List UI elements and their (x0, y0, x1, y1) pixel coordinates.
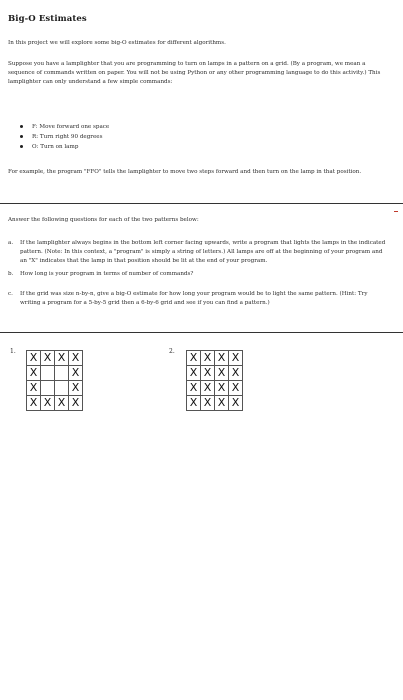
grid-cell: X (69, 396, 83, 411)
grid-cell: X (187, 351, 201, 366)
example-paragraph: For example, the program "FFO" tells the lamplighter to move two steps forward and then turn on the lamp in that position. (8, 169, 362, 175)
grid-row (27, 396, 83, 411)
pattern-2-label: 2. (169, 348, 175, 355)
grid-cell: X (41, 396, 55, 411)
grid-cell: X (27, 351, 41, 366)
grid-cell: X (201, 381, 215, 396)
intro-paragraph: In this project we will explore some big-O estimates for different algorithms. (8, 40, 226, 46)
question-label: a. (8, 240, 14, 246)
grid-cell: X (69, 381, 83, 396)
grid-row (27, 381, 83, 396)
grid-cell (55, 381, 69, 396)
grid-cell: X (215, 396, 229, 411)
grid-cell: X (229, 351, 243, 366)
cursor-mark (394, 211, 398, 212)
grid-cell: X (229, 396, 243, 411)
question-text: How long is your program in terms of number of commands? (20, 271, 194, 277)
command-item: F: Move forward one space (20, 122, 109, 132)
grid-row (27, 351, 83, 366)
answer-instructions: Answer the following questions for each of the two patterns below: (8, 217, 199, 223)
grid-row (187, 381, 243, 396)
grid-cell (41, 366, 55, 381)
grid-row (187, 351, 243, 366)
grid-cell: X (187, 381, 201, 396)
grid-cell: X (229, 381, 243, 396)
grid-cell: X (187, 366, 201, 381)
command-item: O: Turn on lamp (20, 142, 109, 152)
pattern-2-grid (186, 350, 243, 411)
question-label: c. (8, 291, 13, 297)
question-text: If the grid was size n-by-n, give a big-O estimate for how long your program would be to light the same pattern. (Hint: Try writing a program for a 5-by-5 grid then a 6-by-6 grid and see if you can find a pattern.) (20, 291, 368, 306)
grid-cell: X (229, 366, 243, 381)
grid-cell: X (215, 366, 229, 381)
document-title: Big-O Estimates (8, 14, 87, 24)
grid-cell: X (201, 396, 215, 411)
grid-cell: X (215, 381, 229, 396)
grid-cell: X (69, 351, 83, 366)
grid-cell: X (201, 366, 215, 381)
pattern-1-grid (26, 350, 83, 411)
grid-cell: X (41, 351, 55, 366)
setup-paragraph: Suppose you have a lamplighter that you are programming to turn on lamps in a pattern on a grid. (By a program, we mean a sequence of commands written on paper. You will not be using Python or any other programming language to do this activity.) This lamplighter can only understand a few simple commands: (8, 61, 381, 85)
pattern-1-label: 1. (10, 348, 16, 355)
grid-row (187, 366, 243, 381)
grid-cell: X (55, 351, 69, 366)
grid-cell: X (69, 366, 83, 381)
question-text: If the lamplighter always begins in the bottom left corner facing upwards, write a program that lights the lamps in the indicated pattern. (Note: In this context, a "program" is simply a string of letters.) All lamps are off at the beginning of your program and an "X" indicates that the lamp in that position should be lit at the end of your program. (20, 240, 386, 264)
grid-row (187, 396, 243, 411)
grid-cell (55, 366, 69, 381)
grid-cell: X (215, 351, 229, 366)
grid-cell: X (201, 351, 215, 366)
grid-cell: X (27, 366, 41, 381)
divider (0, 203, 403, 204)
grid-cell: X (187, 396, 201, 411)
grid-cell: X (27, 396, 41, 411)
command-list (20, 122, 109, 152)
command-item: R: Turn right 90 degrees (20, 132, 109, 142)
divider (0, 332, 403, 333)
grid-cell: X (55, 396, 69, 411)
question-label: b. (8, 271, 14, 277)
grid-row (27, 366, 83, 381)
grid-cell: X (27, 381, 41, 396)
grid-cell (41, 381, 55, 396)
